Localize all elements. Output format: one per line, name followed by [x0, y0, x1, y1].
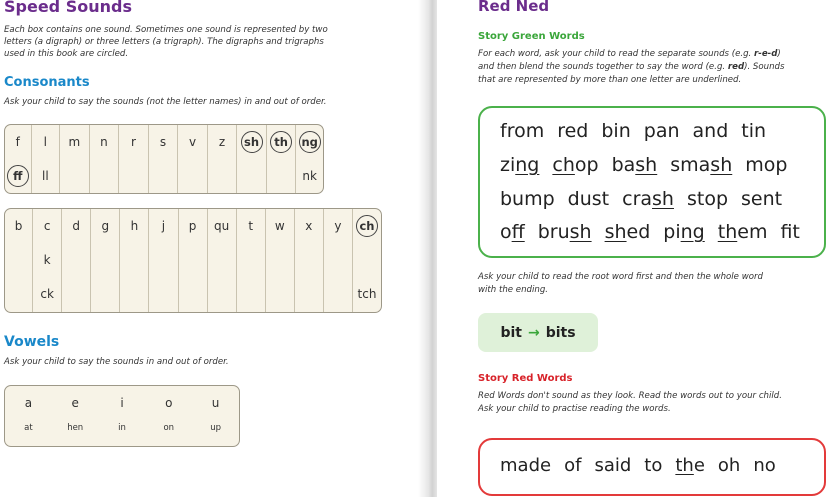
consonants-heading: Consonants [4, 75, 90, 90]
sound-column [119, 125, 149, 193]
sound-column [267, 125, 297, 193]
sound-cell [62, 243, 90, 277]
sound-cell [237, 159, 266, 193]
sound-cell [179, 243, 207, 277]
intro-line-2: letters (a digraph) or three letters (a trigraph). The digraphs and trigraphs [4, 37, 324, 47]
sound-column [62, 209, 91, 312]
word-part: e [693, 455, 705, 476]
sound-column [237, 125, 267, 193]
green-instruction-line-1: For each word, ask your child to read the separate sounds (e.g. r-e-d) [478, 49, 781, 59]
sound-cell [5, 243, 32, 277]
sound-column [32, 125, 61, 193]
sound-cell [178, 159, 207, 193]
sound-cell: w [274, 219, 285, 233]
root-word-with-ending: bits [545, 324, 576, 341]
sound-cell [324, 277, 352, 311]
story-word [753, 455, 775, 476]
red-words-box [478, 438, 826, 496]
word-part: red [557, 120, 589, 142]
underlined-grapheme: sh [652, 188, 674, 210]
consonant-grid-1 [4, 124, 324, 194]
red-words-heading: Story Red Words [478, 373, 573, 384]
red-instruction-line-2: Ask your child to practise reading the words. [478, 404, 671, 414]
sound-cell: x [305, 219, 313, 233]
sound-cell: tch [357, 287, 377, 301]
sound-cell [324, 243, 352, 277]
word-part: o [500, 221, 512, 243]
sound-cell [91, 243, 119, 277]
sound-cell [296, 125, 323, 159]
consonant-grid-2 [4, 208, 382, 313]
sound-cell [208, 277, 236, 311]
story-word [687, 188, 728, 210]
green-instruction-line-3: that are represented by more than one letter are underlined. [478, 75, 742, 85]
sound-cell [149, 277, 177, 311]
intro-line-3: used in this book are circled. [4, 49, 129, 59]
sound-circle-icon: ff [7, 165, 29, 187]
word-part: fit [780, 221, 800, 243]
vowels-grid [4, 385, 240, 447]
story-word [622, 188, 674, 210]
sound-cell: p [188, 219, 197, 233]
story-word [552, 154, 598, 176]
story-word [670, 154, 732, 176]
word-part: bru [537, 221, 570, 243]
vowels-heading: Vowels [4, 334, 60, 350]
word-part: op [574, 154, 599, 176]
sound-cell [208, 159, 237, 193]
story-word [500, 154, 539, 176]
sound-cell [266, 277, 294, 311]
sound-column [33, 209, 62, 312]
vowel-example-word: on [163, 423, 175, 433]
sound-cell [119, 159, 148, 193]
sound-column [60, 125, 90, 193]
word-part: said [594, 455, 632, 476]
sound-cell: qu [214, 219, 230, 233]
sound-cell [149, 159, 178, 193]
sound-column [324, 209, 353, 312]
sound-cell: h [130, 219, 139, 233]
sound-cell [266, 243, 294, 277]
sound-cell [120, 277, 148, 311]
sound-cell [91, 277, 119, 311]
sound-cell: z [218, 135, 226, 149]
red-words-line [500, 455, 789, 476]
story-word [557, 120, 588, 142]
word-part: ba [611, 154, 636, 176]
story-word [601, 120, 630, 142]
green-words-box [478, 106, 826, 258]
word-part: made [500, 455, 552, 476]
sound-cell: d [72, 219, 81, 233]
sound-cell [295, 243, 323, 277]
sound-cell [179, 277, 207, 311]
underlined-grapheme: th [717, 221, 738, 243]
underlined-grapheme: ng [515, 154, 540, 176]
underlined-grapheme: ch [552, 154, 575, 176]
sound-cell: ck [40, 287, 54, 301]
sound-cell: f [15, 135, 20, 149]
sound-cell [237, 125, 266, 159]
root-instruction-line-2: with the ending. [478, 285, 549, 295]
underlined-grapheme: sh [604, 221, 627, 243]
sound-column [295, 209, 324, 312]
story-word [718, 455, 740, 476]
vowel-example-word: at [24, 423, 33, 433]
sound-column [149, 209, 178, 312]
sound-column [5, 125, 32, 193]
sound-circle-icon: ng [299, 131, 321, 153]
word-part: mop [745, 154, 788, 176]
vowel-example-word: hen [67, 423, 84, 433]
story-word [500, 120, 544, 142]
story-word [605, 221, 651, 243]
vowel-sound: e [71, 396, 79, 410]
sound-column [208, 125, 238, 193]
sound-column [120, 209, 149, 312]
sound-column [5, 209, 33, 312]
underlined-grapheme: sh [569, 221, 592, 243]
green-words-line-1 [500, 120, 779, 142]
sound-cell [237, 277, 265, 311]
underlined-grapheme: sh [710, 154, 733, 176]
sound-cell [120, 243, 148, 277]
sound-column [91, 209, 120, 312]
sound-cell: b [14, 219, 23, 233]
story-word [663, 221, 704, 243]
word-part: pan [643, 120, 680, 142]
sound-cell [208, 243, 236, 277]
sound-cell: t [248, 219, 254, 233]
root-word: bit [500, 324, 522, 341]
page-title-speed-sounds: Speed Sounds [4, 0, 132, 16]
right-arrow-icon: → [527, 324, 540, 341]
word-part: stop [686, 188, 729, 210]
sound-circle-icon: ch [356, 215, 378, 237]
word-part: bin [601, 120, 631, 142]
sound-cell [353, 243, 381, 277]
green-words-line-3 [500, 188, 795, 210]
story-title: Red Ned [478, 0, 550, 15]
sound-column [208, 209, 237, 312]
story-word [741, 188, 782, 210]
green-words-heading: Story Green Words [478, 31, 585, 42]
word-part: no [753, 455, 776, 476]
sound-cell [237, 243, 265, 277]
sound-cell: j [161, 219, 166, 233]
sound-cell: g [101, 219, 110, 233]
sound-cell: n [100, 135, 108, 149]
root-instruction-line-1: Ask your child to read the root word first and then the whole word [478, 272, 763, 282]
green-words-line-4 [500, 221, 813, 243]
word-part: tin [741, 120, 767, 142]
sound-column [178, 125, 208, 193]
sound-cell [267, 125, 296, 159]
sound-cell: m [68, 135, 81, 149]
story-word [612, 154, 658, 176]
sound-cell: s [159, 135, 167, 149]
underlined-grapheme: ff [511, 221, 525, 243]
word-part: of [564, 455, 582, 476]
sound-cell [5, 277, 32, 311]
underlined-grapheme: sh [635, 154, 658, 176]
word-part: from [500, 120, 545, 142]
sound-cell: c [43, 219, 51, 233]
sound-cell [149, 243, 177, 277]
red-instruction-line-1: Red Words don't sound as they look. Read the words out to your child. [478, 391, 782, 401]
sound-cell [90, 159, 119, 193]
sound-cell: y [334, 219, 342, 233]
sound-column [237, 209, 266, 312]
vowel-sound: a [24, 396, 33, 410]
sound-column [179, 209, 208, 312]
sound-cell [60, 159, 89, 193]
word-part: zi [500, 154, 516, 176]
word-part: to [644, 455, 663, 476]
sound-column [149, 125, 179, 193]
story-word [564, 455, 581, 476]
story-word [538, 221, 592, 243]
sound-cell: l [43, 135, 48, 149]
green-instruction-line-2: and then blend the sounds together to say the word (e.g. red). Sounds [478, 62, 785, 72]
word-part: and [692, 120, 729, 142]
intro-line-1: Each box contains one sound. Sometimes one sound is represented by two [4, 25, 328, 35]
sound-cell: k [43, 253, 51, 267]
story-word [500, 188, 555, 210]
vowel-example-word: in [118, 423, 126, 433]
sound-circle-icon: sh [241, 131, 263, 153]
story-word [718, 221, 768, 243]
word-part: sma [670, 154, 711, 176]
sound-cell [62, 277, 90, 311]
story-word [780, 221, 799, 243]
sound-cell: ll [42, 169, 49, 183]
green-words-line-2 [500, 154, 800, 176]
consonants-instruction: Ask your child to say the sounds (not the letter names) in and out of order. [4, 97, 327, 107]
sound-cell [5, 159, 31, 193]
sound-circle-icon: th [270, 131, 292, 153]
word-part: dust [567, 188, 610, 210]
vowels-instruction: Ask your child to say the sounds in and out of order. [4, 357, 229, 367]
story-word [644, 455, 662, 476]
sound-cell: nk [302, 169, 317, 183]
root-word-example [478, 313, 598, 352]
story-word [741, 120, 766, 142]
sound-column [353, 209, 381, 312]
story-word [693, 120, 729, 142]
underlined-grapheme: ng [680, 221, 705, 243]
word-part: pi [663, 221, 681, 243]
sound-column [266, 209, 295, 312]
vowel-example-word: up [210, 423, 221, 433]
sound-column [296, 125, 323, 193]
story-word [500, 221, 525, 243]
vowel-sound: i [120, 396, 124, 410]
sound-cell: v [188, 135, 197, 149]
vowel-sound: o [165, 396, 173, 410]
word-part: em [737, 221, 768, 243]
underlined-grapheme: th [675, 455, 694, 476]
word-part: oh [717, 455, 741, 476]
story-word [568, 188, 609, 210]
word-part: ed [626, 221, 651, 243]
sound-cell: r [130, 135, 136, 149]
story-word [500, 455, 551, 476]
vowel-sound: u [211, 396, 220, 410]
sound-column [90, 125, 120, 193]
story-word [594, 455, 631, 476]
story-word [675, 455, 705, 476]
word-part: cra [622, 188, 653, 210]
sound-cell [353, 209, 381, 243]
word-part: sent [741, 188, 783, 210]
sound-cell [295, 277, 323, 311]
story-word [745, 154, 787, 176]
story-word [644, 120, 680, 142]
word-part: bump [500, 188, 555, 210]
sound-cell [267, 159, 296, 193]
